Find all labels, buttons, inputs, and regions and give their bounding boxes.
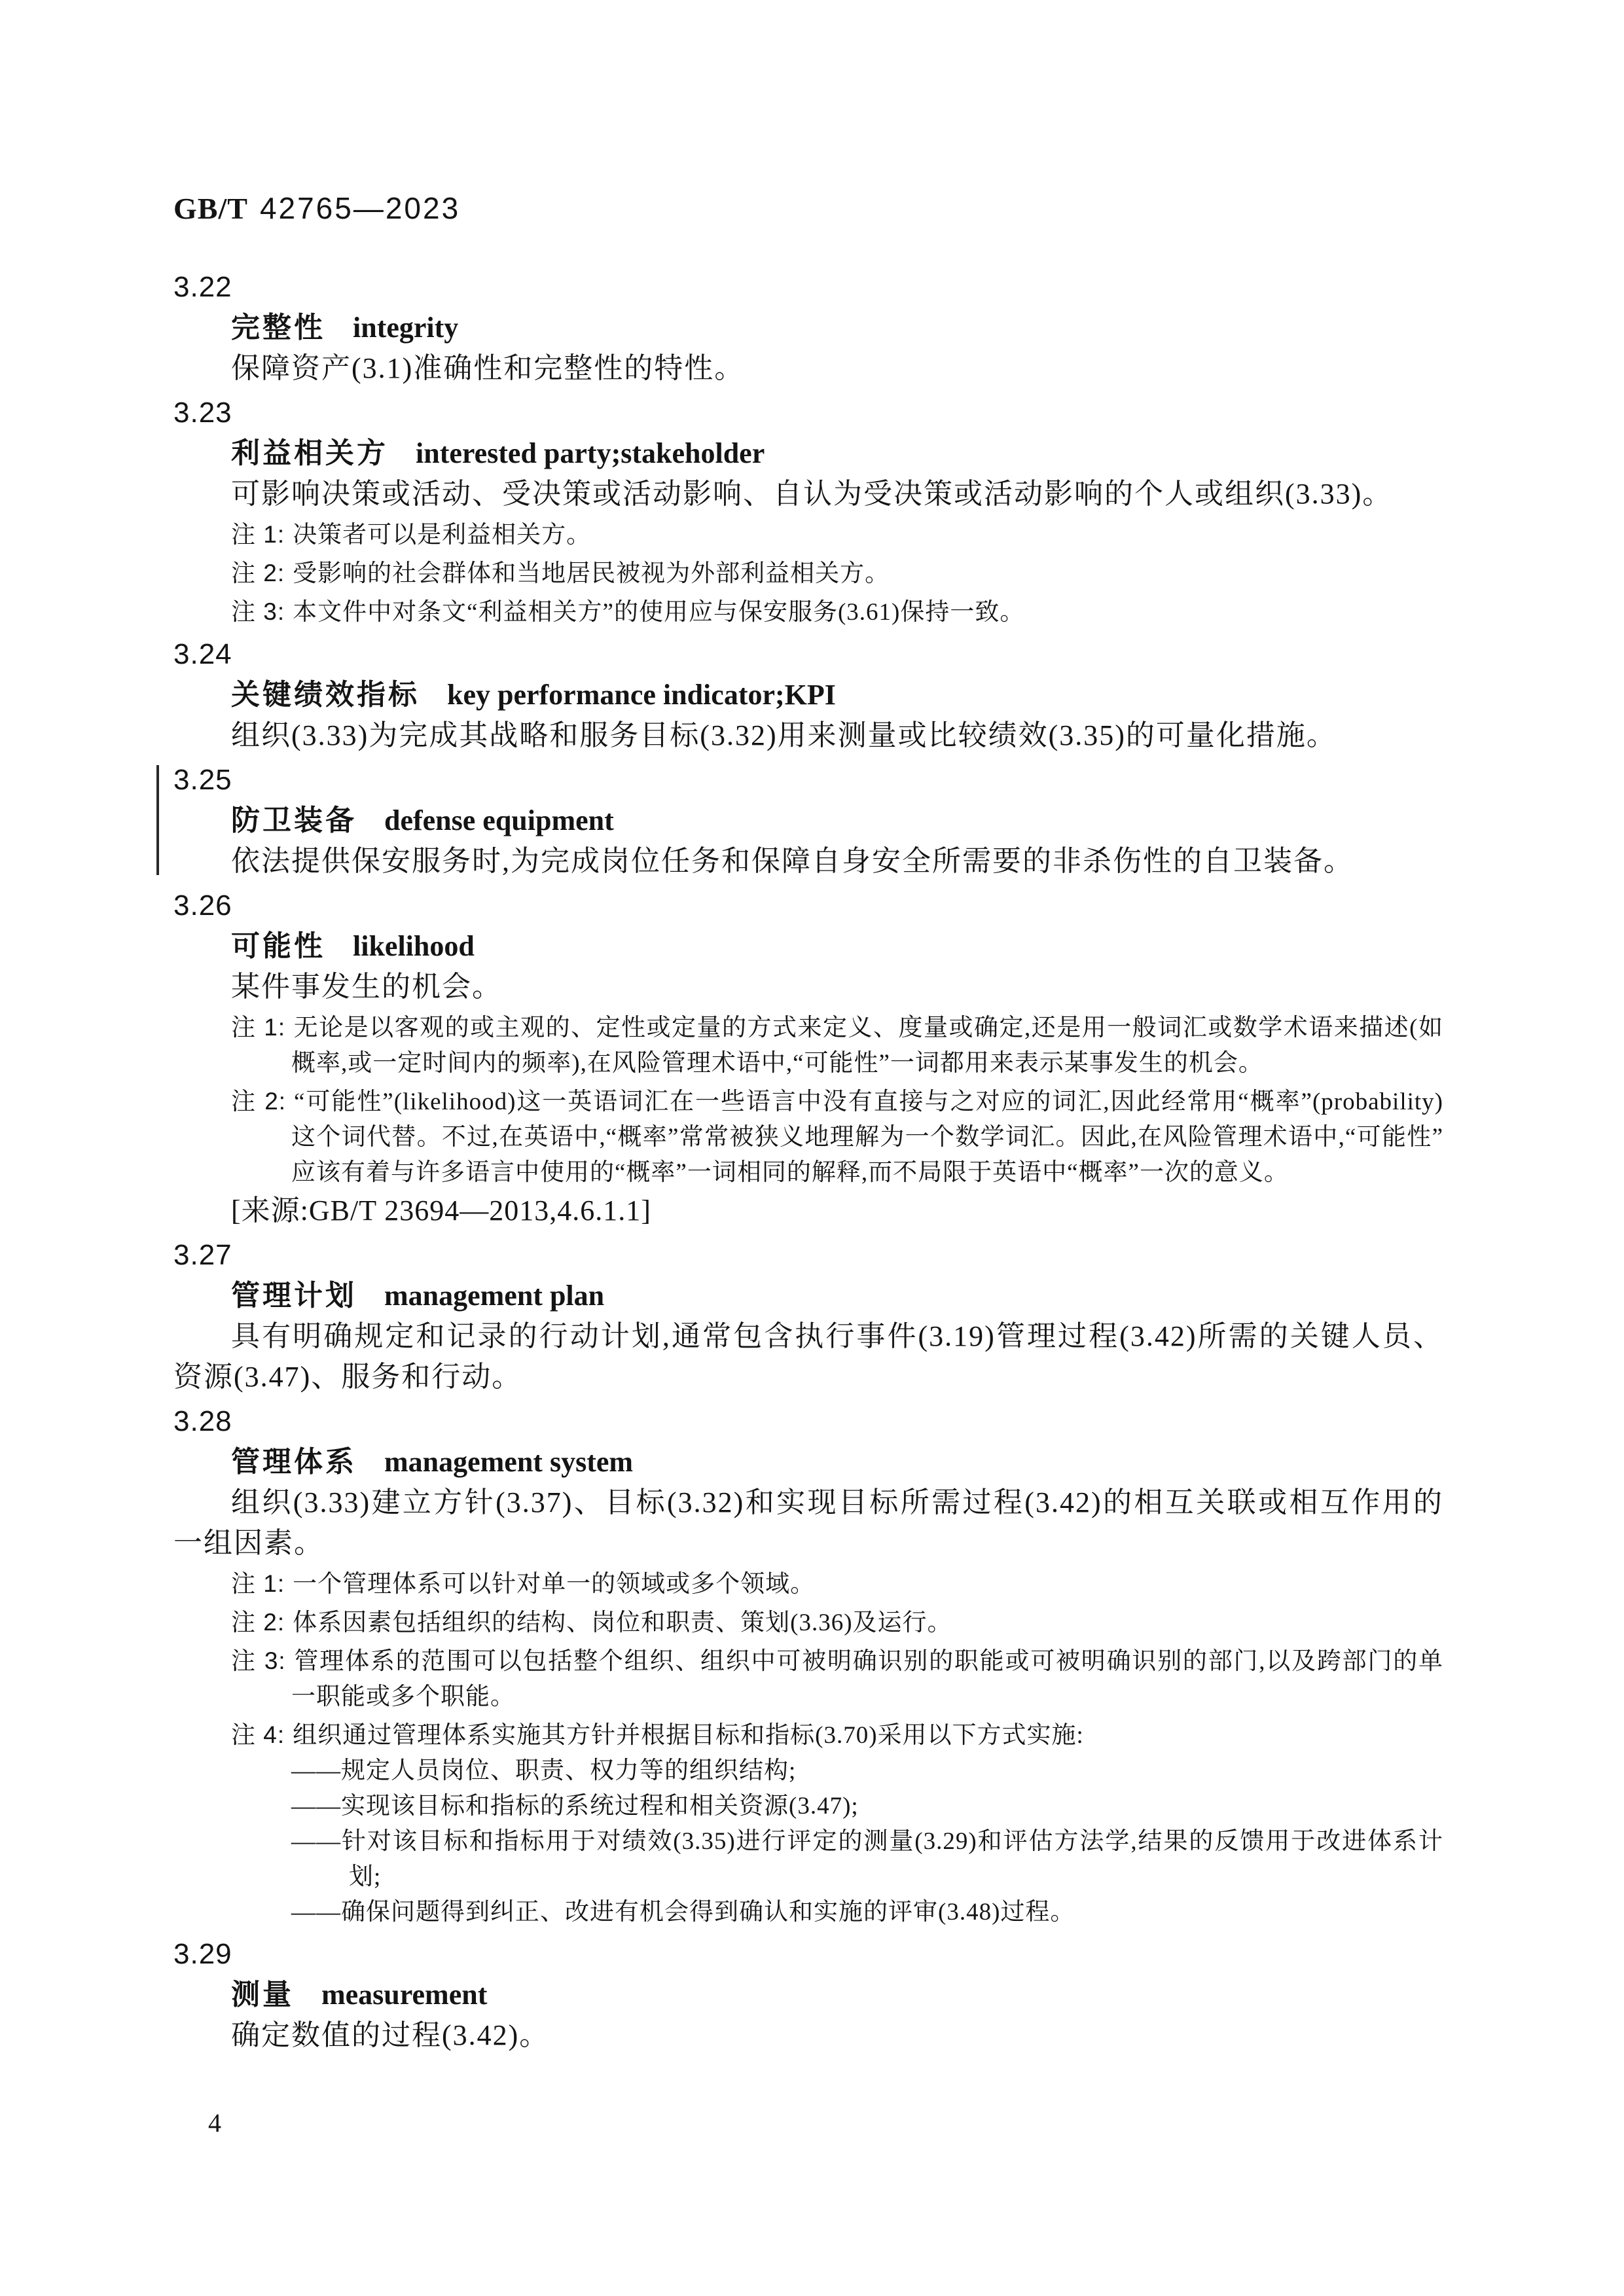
standard-code-prefix: GB/T <box>173 192 248 225</box>
note-text: 一个管理体系可以针对单一的领域或多个领域。 <box>293 1571 816 1598</box>
note-list-item: ——实现该目标和指标的系统过程和相关资源(3.47); <box>291 1793 859 1820</box>
term-definition: 组织(3.33)建立方针(3.37)、目标(3.32)和实现目标所需过程(3.42)的相互关联或相互作用的一组因素。 <box>173 1486 1443 1559</box>
term-definition: 保障资产(3.1)准确性和完整性的特性。 <box>231 352 745 384</box>
note-text: 本文件中对条文“利益相关方”的使用应与保安服务(3.61)保持一致。 <box>293 599 1025 626</box>
note-text: 体系因素包括组织的结构、岗位和职责、策划(3.36)及运行。 <box>293 1609 952 1636</box>
term-section <box>173 267 1443 389</box>
term-heading <box>173 308 1443 348</box>
term-definition: 依法提供保安服务时,为完成岗位任务和保障自身安全所需要的非杀伤性的自卫装备。 <box>231 845 1354 877</box>
note-text: 决策者可以是利益相关方。 <box>293 522 592 548</box>
note-label: 注 1: <box>231 521 285 548</box>
document-header <box>173 192 460 225</box>
clause-number: 3.25 <box>173 764 232 796</box>
note-label: 注 2: <box>231 1088 287 1115</box>
term-section <box>173 760 1443 882</box>
term-note <box>173 1605 1443 1641</box>
term-section <box>173 393 1443 630</box>
note-label: 注 1: <box>231 1570 285 1597</box>
term-definition: 可影响决策或活动、受决策或活动影响、自认为受决策或活动影响的个人或组织(3.33)。 <box>231 478 1393 510</box>
term-section <box>173 1401 1443 1930</box>
note-text: 组织通过管理体系实施其方针并根据目标和指标(3.70)采用以下方式实施: <box>293 1722 1084 1749</box>
term-heading <box>173 926 1443 967</box>
note-list-item: ——规定人员岗位、职责、权力等的组织结构; <box>291 1757 797 1784</box>
term-english: management plan <box>384 1280 605 1312</box>
clause-number: 3.24 <box>173 638 232 670</box>
term-section <box>173 1934 1443 2056</box>
clause-number: 3.28 <box>173 1405 232 1437</box>
term-chinese: 利益相关方 <box>231 437 388 469</box>
term-note <box>173 556 1443 592</box>
term-english: defense equipment <box>384 804 614 836</box>
term-english: interested party;stakeholder <box>416 437 765 469</box>
term-section <box>173 1235 1443 1397</box>
term-definition: 确定数值的过程(3.42)。 <box>231 2019 550 2051</box>
term-heading <box>173 800 1443 841</box>
term-english: integrity <box>353 312 459 344</box>
term-note <box>173 1643 1443 1715</box>
term-note <box>173 594 1443 630</box>
note-text: “可能性”(likelihood)这一英语词汇在一些语言中没有直接与之对应的词汇,因此经常用“概率”(probability)这个词代替。不过,在英语中,“概率”常常被狭义地理解为一个数学词汇。因此,在风险管理术语中,“可能性”应该有着与许多语言中使用的“概率”一词相同的解释,而不局限于英语中“概率”一次的意义。 <box>291 1088 1443 1186</box>
standard-code-number: 42765—2023 <box>259 191 461 225</box>
note-label: 注 1: <box>231 1014 286 1041</box>
term-chinese: 完整性 <box>231 312 325 344</box>
term-definition: 某件事发生的机会。 <box>231 971 502 1003</box>
source-reference: [来源:GB/T 23694—2013,4.6.1.1] <box>231 1194 651 1227</box>
change-bar <box>156 765 159 875</box>
term-heading <box>173 675 1443 715</box>
note-label: 注 3: <box>231 1647 286 1674</box>
term-chinese: 测量 <box>231 1979 294 2011</box>
clause-number: 3.23 <box>173 397 232 429</box>
note-text: 受影响的社会群体和当地居民被视为外部利益相关方。 <box>293 560 890 587</box>
term-section <box>173 634 1443 756</box>
note-text: 管理体系的范围可以包括整个组织、组织中可被明确识别的职能或可被明确识别的部门,以及跨部门的单一职能或多个职能。 <box>291 1648 1444 1710</box>
term-note <box>173 1084 1443 1191</box>
clause-number: 3.27 <box>173 1239 232 1271</box>
note-label: 注 2: <box>231 1609 285 1636</box>
term-note <box>173 517 1443 553</box>
note-list-item: ——确保问题得到纠正、改进有机会得到确认和实施的评审(3.48)过程。 <box>291 1899 1075 1926</box>
term-english: likelihood <box>353 930 475 962</box>
term-chinese: 管理计划 <box>231 1280 357 1312</box>
term-english: measurement <box>321 1979 488 2011</box>
note-label: 注 3: <box>231 598 285 625</box>
note-text: 无论是以客观的或主观的、定性或定量的方式来定义、度量或确定,还是用一般词汇或数学术语来描述(如概率,或一定时间内的频率),在风险管理术语中,“可能性”一词都用来表示某事发生的机会。 <box>291 1014 1443 1077</box>
term-heading <box>173 1442 1443 1482</box>
clause-number: 3.29 <box>173 1938 232 1970</box>
term-chinese: 关键绩效指标 <box>231 679 420 711</box>
term-heading <box>173 1975 1443 2015</box>
term-chinese: 管理体系 <box>231 1446 357 1478</box>
term-note <box>173 1717 1443 1753</box>
term-heading <box>173 433 1443 474</box>
note-label: 注 4: <box>231 1721 285 1748</box>
terms-and-definitions-content <box>173 267 1443 2056</box>
note-list-item: ——针对该目标和指标用于对绩效(3.35)进行评定的测量(3.29)和评估方法学,结果的反馈用于改进体系计划; <box>291 1828 1443 1890</box>
clause-number: 3.26 <box>173 889 232 922</box>
term-heading <box>173 1276 1443 1316</box>
term-section <box>173 886 1443 1231</box>
note-label: 注 2: <box>231 560 285 586</box>
clause-number: 3.22 <box>173 271 232 303</box>
term-chinese: 可能性 <box>231 930 325 962</box>
term-note <box>173 1010 1443 1081</box>
page-number: 4 <box>208 2108 221 2138</box>
term-definition: 具有明确规定和记录的行动计划,通常包含执行事件(3.19)管理过程(3.42)所需的关键人员、资源(3.47)、服务和行动。 <box>173 1320 1443 1393</box>
term-english: key performance indicator;KPI <box>447 679 836 711</box>
term-definition: 组织(3.33)为完成其战略和服务目标(3.32)用来测量或比较绩效(3.35)的可量化措施。 <box>231 719 1337 751</box>
term-english: management system <box>384 1446 634 1478</box>
term-chinese: 防卫装备 <box>231 804 357 836</box>
term-note <box>173 1566 1443 1602</box>
